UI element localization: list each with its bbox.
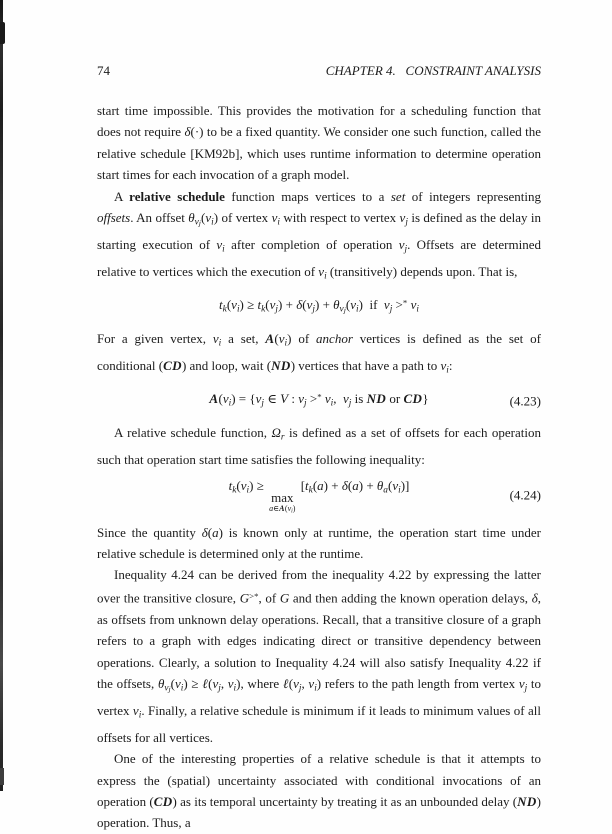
text-segment: v: [298, 391, 304, 407]
text-segment: if: [362, 297, 384, 313]
text-segment: (: [265, 297, 270, 313]
scan-edge-artifact: [0, 0, 3, 791]
text-segment: (: [200, 210, 206, 226]
text-segment: )]: [400, 478, 410, 494]
text-segment: Since the quantity: [97, 524, 202, 540]
text-segment: is known only at runtime, the operation start time under relative schedule is determined only at the runtime.: [97, 524, 541, 561]
page-body: [97, 100, 541, 834]
text-segment: of integers representing: [405, 188, 541, 204]
text-segment: G: [279, 590, 290, 606]
text-segment: A: [114, 188, 130, 204]
text-segment: i: [138, 710, 142, 721]
text-segment: a: [383, 485, 388, 496]
page-header: [97, 63, 541, 79]
text-segment: , where: [240, 676, 283, 692]
text-segment: ) = {: [231, 391, 256, 407]
scan-smudge-bottom: [0, 768, 4, 785]
text-segment: δ: [201, 524, 208, 540]
text-segment: :: [448, 357, 453, 373]
text-segment: (: [387, 478, 393, 494]
text-segment: , of: [258, 590, 280, 606]
text-segment: j: [298, 683, 302, 694]
equation-body: [219, 297, 419, 315]
text-segment: i: [416, 304, 419, 315]
equation-number: (4.24): [509, 487, 541, 503]
text-segment: *: [317, 391, 322, 402]
text-segment: ): [358, 297, 363, 313]
text-segment: j: [275, 304, 279, 315]
text-segment: to vertex: [97, 676, 542, 719]
text-segment: a: [269, 504, 274, 514]
text-segment: (: [170, 676, 175, 692]
text-segment: v: [398, 236, 405, 252]
text-segment: i: [324, 271, 327, 281]
equation-number: (4.23): [509, 393, 541, 408]
text-segment: ) +: [314, 297, 334, 313]
text-segment: is defined as a set of offsets for each operation such that operation start time satisfies the following inequality:: [97, 424, 541, 467]
text-segment: ) ≥: [239, 297, 258, 313]
text-segment: refers to the path length from vertex: [321, 676, 519, 692]
text-segment: :: [288, 391, 299, 407]
text-segment: (·): [190, 124, 204, 140]
text-segment: v: [216, 236, 223, 252]
text-segment: offsets: [97, 210, 131, 226]
text-segment: j: [198, 218, 201, 228]
text-segment: of: [291, 331, 317, 347]
text-segment: is defined as the delay in starting execution of: [97, 210, 542, 252]
text-segment: (: [302, 297, 307, 313]
text-segment: v: [269, 297, 276, 313]
text-segment: ) +: [323, 478, 342, 494]
text-segment: k: [308, 485, 313, 496]
text-segment: j: [524, 683, 528, 694]
text-segment: ,: [220, 676, 228, 692]
text-segment: (: [226, 297, 232, 313]
paragraph: [97, 100, 541, 186]
text-segment: CD: [153, 793, 173, 809]
text-segment: j: [168, 684, 171, 694]
text-segment: δ: [531, 590, 538, 606]
text-segment: (: [207, 524, 213, 540]
text-segment: *: [402, 297, 408, 308]
text-segment: with respect to vertex: [279, 210, 400, 226]
text-segment: ) ≥: [249, 478, 268, 494]
text-segment: t: [228, 478, 233, 494]
text-segment: start time impossible. This provides the motivation for a scheduling function that does not require: [97, 103, 541, 140]
text-segment: v: [227, 676, 234, 692]
paragraph: [97, 564, 541, 748]
text-segment: function maps vertices to a: [224, 188, 391, 204]
text-segment: v: [293, 676, 299, 692]
text-segment: j: [261, 398, 264, 409]
text-segment: ,: [301, 676, 309, 692]
text-segment: v: [240, 478, 247, 494]
text-segment: v: [306, 297, 313, 313]
equation-body: [228, 478, 410, 515]
text-segment: v: [205, 210, 212, 226]
text-segment: i: [233, 683, 237, 694]
text-segment: i: [246, 485, 250, 496]
text-segment: ∈: [264, 391, 281, 407]
text-segment: (: [284, 504, 288, 514]
text-segment: i: [356, 304, 359, 315]
text-segment: i: [218, 338, 222, 349]
text-segment: >: [306, 391, 318, 407]
text-segment: v: [175, 676, 181, 692]
text-segment: ): [213, 210, 219, 226]
text-segment: is: [351, 391, 367, 407]
text-segment: Ω: [271, 424, 281, 440]
text-segment: j: [405, 217, 408, 228]
text-segment: of vertex: [218, 210, 272, 226]
text-segment: k: [261, 304, 266, 315]
paragraph: [97, 422, 541, 470]
equation: [97, 386, 541, 414]
text-segment: (: [312, 478, 318, 494]
text-segment: ℓ: [202, 676, 209, 692]
text-segment: i: [236, 304, 240, 315]
text-segment: CD: [403, 391, 423, 407]
text-segment: i: [398, 485, 401, 496]
text-segment: v: [392, 478, 399, 494]
text-segment: a: [352, 478, 359, 494]
text-segment: ): [316, 676, 322, 692]
text-segment: θ: [376, 478, 384, 494]
equation: [97, 475, 541, 515]
text-segment: v: [308, 676, 315, 692]
text-segment: j: [389, 304, 393, 315]
text-segment: θ: [333, 297, 340, 313]
text-segment: v: [222, 391, 229, 407]
text-segment: A: [209, 391, 219, 407]
equation: [97, 292, 541, 321]
math-understack: [269, 491, 295, 514]
text-segment: t: [305, 478, 309, 494]
text-segment: (transitively) depends upon. That is,: [326, 263, 518, 279]
text-segment: v: [255, 391, 262, 407]
text-segment: or: [386, 391, 404, 407]
text-segment: G: [239, 590, 250, 606]
text-segment: i: [228, 398, 232, 409]
text-segment: v: [278, 331, 285, 347]
understack-bottom: [269, 505, 295, 515]
text-segment: v: [318, 263, 325, 279]
paragraph: [97, 328, 541, 381]
text-segment: ) ≥: [183, 676, 203, 692]
text-segment: [: [297, 478, 306, 494]
text-segment: i: [314, 683, 317, 694]
text-segment: ,: [333, 391, 343, 407]
text-segment: ) +: [358, 478, 377, 494]
text-segment: (: [345, 297, 351, 313]
text-segment: (: [218, 391, 223, 407]
text-segment: CD: [163, 357, 182, 373]
text-segment: One of the interesting properties of a relative schedule is that it attempts to express the (spatial) uncertainty associated with conditional invocations of an operation (: [97, 751, 541, 809]
text-segment: j: [218, 683, 221, 694]
text-segment: j: [348, 398, 352, 409]
text-segment: ND: [517, 793, 537, 809]
text-segment: A relative schedule function,: [114, 424, 272, 440]
text-segment: v: [212, 676, 219, 692]
text-segment: anchor: [316, 331, 353, 347]
text-segment: to be a fixed quantity. We consider one such function, called the relative schedule [KM92b], which uses runtime information to determine operation start times for each invocation of a graph model.: [97, 124, 541, 183]
text-segment: i: [222, 244, 225, 255]
text-segment: A: [279, 504, 285, 514]
text-segment: ) operation. Thus, a: [97, 793, 541, 831]
text-segment: ∈: [273, 504, 280, 514]
text-segment: v: [518, 676, 525, 692]
text-segment: }: [422, 391, 429, 407]
text-segment: max: [271, 490, 294, 506]
text-segment: relative schedule: [129, 188, 225, 204]
text-segment: v: [287, 504, 292, 514]
text-segment: ℓ: [282, 676, 289, 692]
equation-body: [209, 391, 429, 409]
text-segment: v: [410, 297, 417, 313]
text-segment: v: [383, 297, 390, 313]
text-segment: i: [446, 365, 449, 376]
text-segment: and then adding the known operation delays,: [289, 590, 532, 606]
text-segment: i: [291, 508, 293, 515]
text-segment: >: [392, 297, 403, 313]
text-segment: j: [303, 398, 307, 409]
text-segment: ): [218, 524, 223, 540]
text-segment: ) and loop, wait (: [181, 357, 272, 373]
text-segment: ) as its temporal uncertainty by treating it as an unbounded delay (: [172, 793, 518, 809]
text-segment: . An offset: [130, 210, 189, 226]
text-segment: ND: [271, 357, 291, 373]
text-segment: i: [277, 217, 280, 228]
text-segment: i: [211, 217, 214, 228]
scan-smudge-top: [0, 22, 5, 44]
text-segment: δ: [296, 297, 303, 313]
text-segment: ) +: [278, 297, 297, 313]
text-segment: t: [219, 297, 223, 313]
text-segment: v: [324, 391, 331, 407]
text-segment: ) vertices that have a path to: [290, 357, 441, 373]
text-segment: For a given vertex,: [97, 331, 213, 347]
text-segment: (: [288, 676, 294, 692]
text-segment: ): [292, 504, 296, 514]
chapter-title: CHAPTER 4. CONSTRAINT ANALYSIS: [325, 63, 541, 78]
text-segment: vertices is defined as the set of conditional (: [97, 331, 541, 373]
text-segment: k: [232, 485, 237, 496]
text-segment: set: [390, 188, 406, 204]
text-segment: i: [180, 683, 184, 694]
text-segment: (: [274, 331, 279, 347]
text-segment: v: [132, 703, 139, 719]
paragraph: [97, 186, 541, 288]
text-segment: j: [312, 304, 315, 315]
text-segment: j: [404, 244, 408, 255]
text-segment: δ: [184, 124, 191, 140]
text-segment: r: [280, 432, 285, 443]
text-segment: δ: [341, 478, 348, 494]
text-segment: v: [339, 304, 344, 315]
text-segment: . Finally, a relative schedule is minimum if it leads to minimum values of all offsets for all vertices.: [97, 703, 541, 745]
text-segment: θ: [188, 210, 195, 226]
text-segment: t: [257, 297, 262, 313]
text-segment: V: [280, 391, 289, 407]
page-number: 74: [97, 63, 110, 78]
text-segment: v: [212, 331, 219, 347]
text-segment: k: [222, 304, 227, 315]
text-segment: a: [317, 478, 324, 494]
text-segment: v: [350, 297, 356, 313]
paragraph: [97, 522, 541, 565]
text-segment: >*: [249, 590, 259, 601]
text-segment: Inequality 4.24 can be derived from the inequality 4.22 by expressing the latter over the transitive closure,: [97, 567, 541, 606]
text-segment: (: [208, 676, 213, 692]
text-segment: v: [231, 297, 237, 313]
text-segment: (: [347, 478, 353, 494]
text-segment: a: [212, 524, 219, 540]
text-segment: v: [194, 217, 199, 228]
text-segment: a set,: [221, 331, 266, 347]
text-segment: θ: [157, 676, 165, 692]
text-segment: after completion of operation: [224, 236, 399, 252]
text-segment: v: [271, 210, 278, 226]
text-segment: v: [399, 210, 406, 226]
text-segment: A: [265, 331, 275, 347]
text-segment: v: [164, 683, 169, 694]
text-segment: i: [330, 398, 334, 409]
text-segment: (: [236, 478, 241, 494]
text-segment: v: [343, 391, 349, 407]
text-segment: , as offsets from unknown delay operations. Recall, that a transitive closure of a graph refers to a graph with edges indicating direct or transitive dependency between operations. Clearly, a solution to Inequality 4.24 will also satisfy Inequality 4.22 if the offsets,: [97, 590, 541, 692]
understack-top: [271, 491, 293, 505]
text-segment: ND: [366, 391, 387, 407]
text-segment: v: [440, 357, 447, 373]
text-segment: ): [287, 331, 292, 347]
text-segment: i: [284, 338, 288, 349]
text-segment: ): [236, 676, 241, 692]
text-segment: j: [343, 305, 346, 315]
text-segment: . Offsets are determined relative to vertices which the execution of: [97, 236, 541, 279]
